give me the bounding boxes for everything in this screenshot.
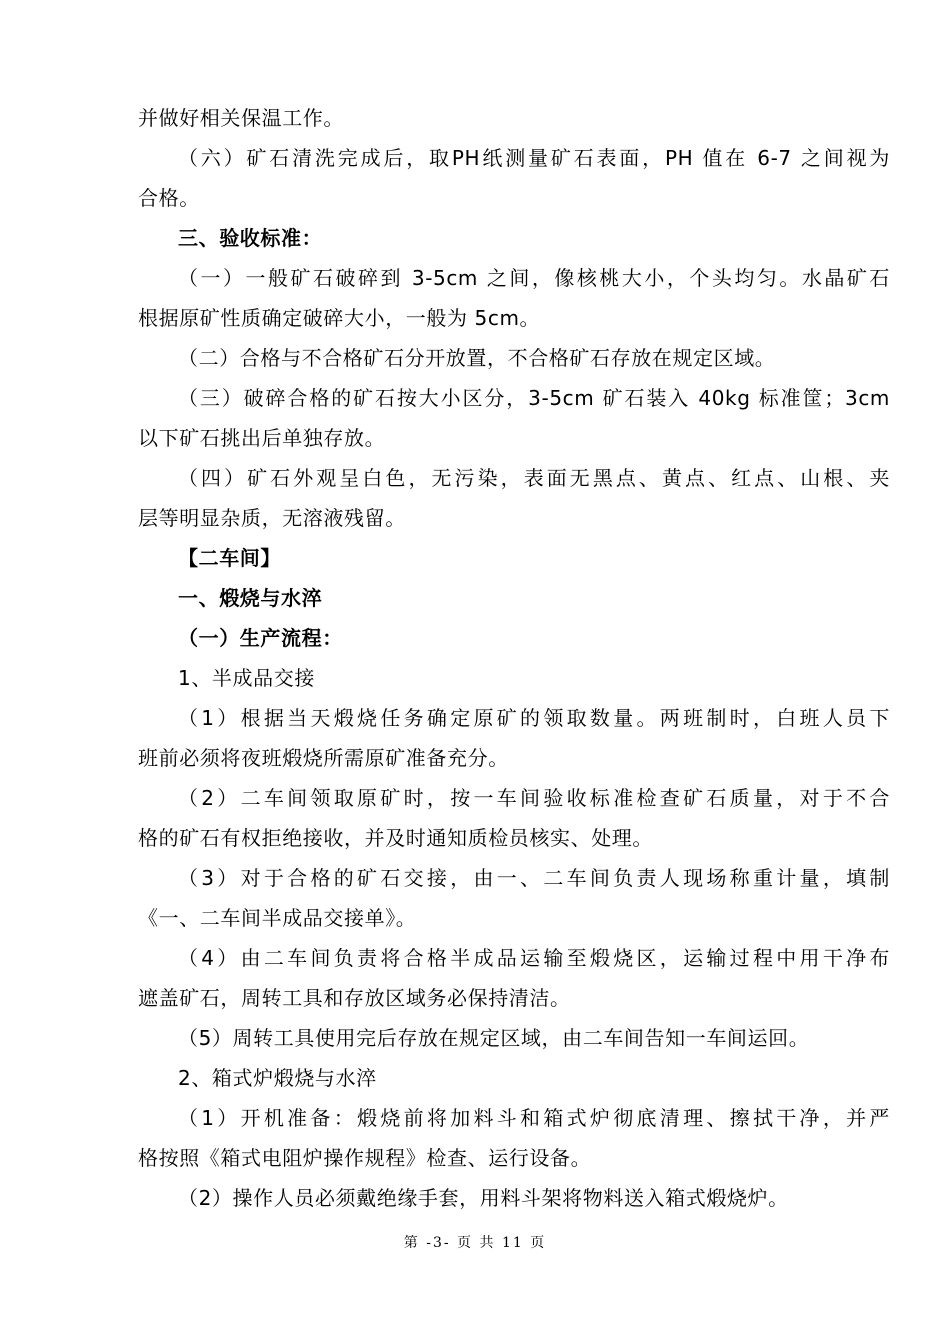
workshop-heading: 【二车间】 [178, 546, 281, 570]
text-line: 以下矿石挑出后单独存放。 [138, 426, 386, 450]
text-line: （3）对于合格的矿石交接，由一、二车间负责人现场称重计量，填制 [178, 866, 890, 890]
text-line: 并做好相关保温工作。 [138, 106, 344, 130]
text-line: （三）破碎合格的矿石按大小区分，3-5cm 矿石装入 40kg 标准筐；3cm [178, 386, 890, 410]
text-line: 层等明显杂质，无溶液残留。 [138, 506, 406, 530]
page-footer: 第 -3- 页 共 11 页 [403, 1235, 547, 1251]
text-line: 格的矿石有权拒绝接收，并及时通知质检员核实、处理。 [138, 826, 653, 850]
section-heading: 一、煅烧与水淬 [178, 586, 323, 610]
text-line: （5）周转工具使用完后存放在规定区域，由二车间告知一车间运回。 [178, 1026, 810, 1050]
text-line: （二）合格与不合格矿石分开放置，不合格矿石存放在规定区域。 [178, 346, 776, 370]
text-line: （2）操作人员必须戴绝缘手套，用料斗架将物料送入箱式煅烧炉。 [178, 1186, 789, 1210]
text-line: 班前必须将夜班煅烧所需原矿准备充分。 [138, 746, 509, 770]
text-line: （1）开机准备：煅烧前将加料斗和箱式炉彻底清理、擦拭干净，并严 [178, 1106, 890, 1130]
text-line: 《一、二车间半成品交接单》。 [138, 906, 417, 930]
text-line: （六）矿石清洗完成后，取PH纸测量矿石表面，PH 值在 6-7 之间视为 [178, 146, 890, 170]
text-line: 合格。 [138, 186, 200, 210]
text-line: （1）根据当天煅烧任务确定原矿的领取数量。两班制时，白班人员下 [178, 706, 890, 730]
text-line: （一）一般矿石破碎到 3-5cm 之间，像核桃大小，个头均匀。水晶矿石 [178, 266, 890, 290]
text-line: 根据原矿性质确定破碎大小，一般为 5cm。 [138, 306, 541, 330]
text-line: 遮盖矿石，周转工具和存放区域务必保持清洁。 [138, 986, 571, 1010]
text-line: 格按照《箱式电阻炉操作规程》检查、运行设备。 [138, 1146, 592, 1170]
text-line: （四）矿石外观呈白色，无污染，表面无黑点、黄点、红点、山根、夹 [178, 466, 890, 490]
subsection-heading: （一）生产流程： [178, 626, 343, 650]
section-heading: 三、验收标准： [178, 226, 323, 250]
item-heading: 1、半成品交接 [178, 666, 315, 690]
text-line: （4）由二车间负责将合格半成品运输至煅烧区，运输过程中用干净布 [178, 946, 890, 970]
text-line: （2）二车间领取原矿时，按一车间验收标准检查矿石质量，对于不合 [178, 786, 890, 810]
item-heading: 2、箱式炉煅烧与水淬 [178, 1066, 377, 1090]
